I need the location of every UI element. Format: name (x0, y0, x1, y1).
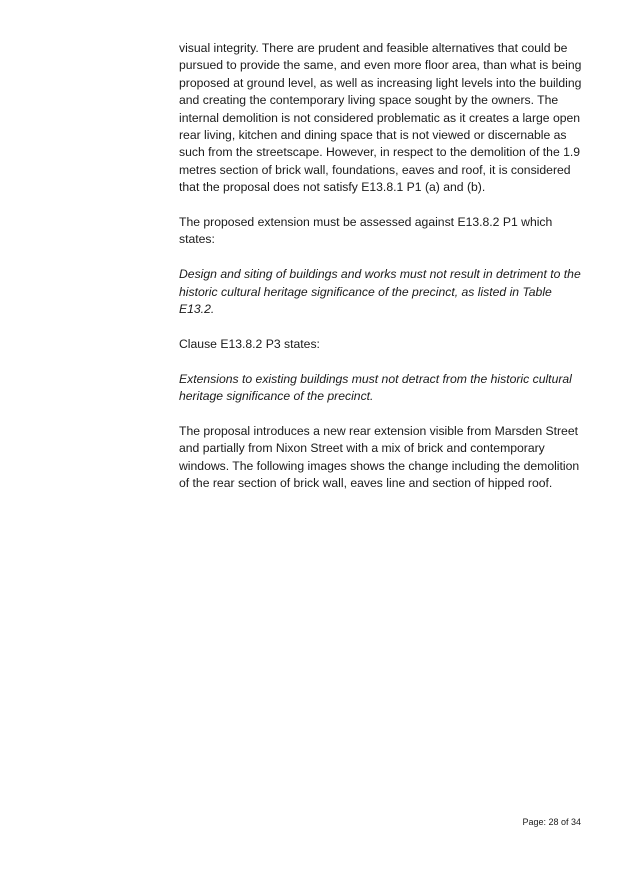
body-text (179, 40, 584, 510)
paragraph-extension-intro: The proposed extension must be assessed against E13.8.2 P1 which states: (179, 215, 553, 247)
paragraph-demolition-assessment: visual integrity. There are prudent and feasible alternatives that could be pursued to provide the same, and even more floor area, than what is being proposed at ground level, as well as increasing light levels into the building and creating the contemporary living space sought by the owners. The internal demolition is not considered problematic as it creates a large open rear living, kitchen and dining space that is not viewed or discernable as such from the streetscape. However, in respect to the demolition of the 1.9 metres section of brick wall, foundations, eaves and roof, it is considered that the proposal does not satisfy E13.8.1 P1 (a) and (b). (179, 41, 582, 195)
quote-clause-p1: Design and siting of buildings and works must not result in detriment to the historic cultural heritage significance of the precinct, as listed in Table E13.2. (179, 267, 581, 317)
quote-clause-p3: Extensions to existing buildings must not detract from the historic cultural heritage significance of the precinct. (179, 371, 572, 404)
paragraph-clause-p3-intro: Clause E13.8.2 P3 states: (179, 336, 320, 351)
page-number: Page: 28 of 34 (522, 817, 581, 827)
paragraph-proposal-description: The proposal introduces a new rear extension visible from Marsden Street and partially from Nixon Street with a mix of brick and contemporary windows. The following images shows the change including the demolition of the rear section of brick wall, eaves line and section of hipped roof. (179, 423, 580, 491)
